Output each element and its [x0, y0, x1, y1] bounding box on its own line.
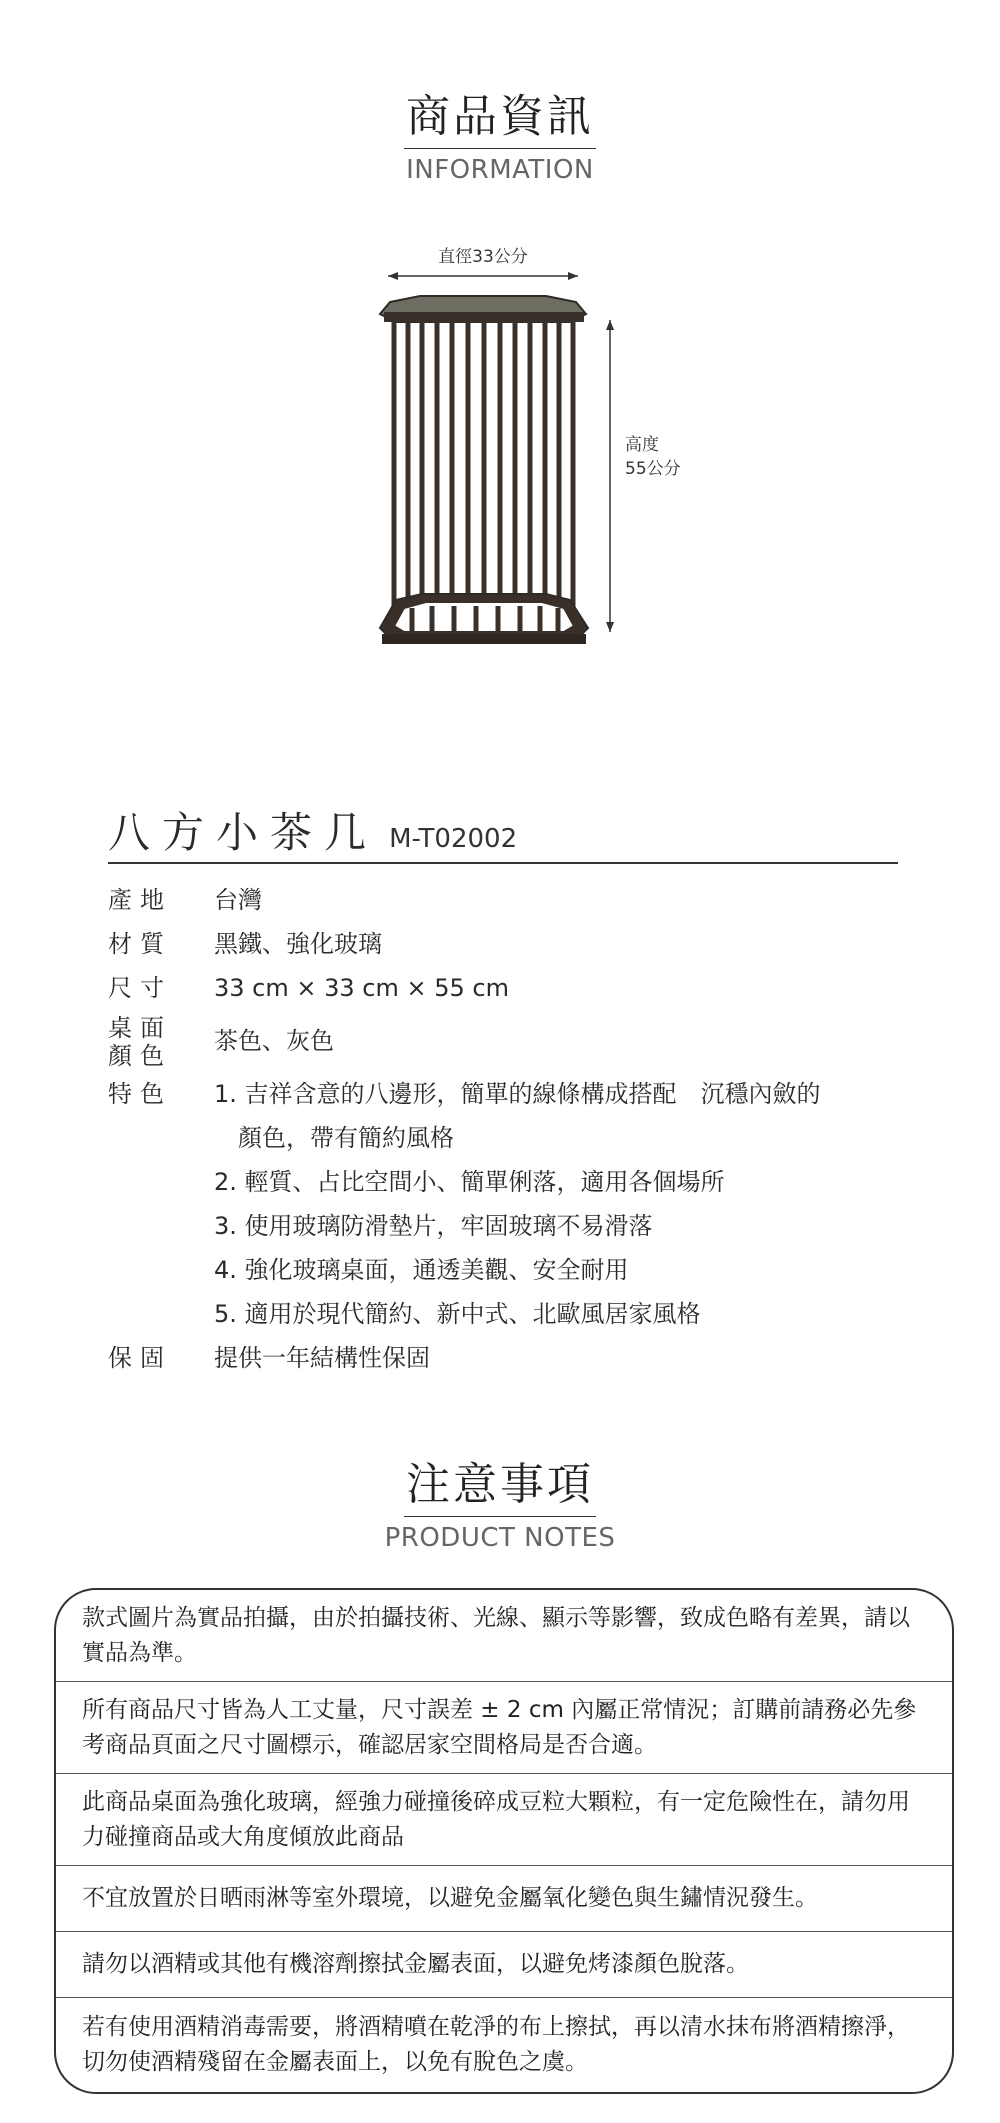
notes-box: [54, 1588, 954, 2094]
spec-label-size: 尺寸: [108, 974, 172, 1002]
feature-item: 4. 強化玻璃桌面，通透美觀、安全耐用: [214, 1256, 629, 1284]
feature-text: 1. 吉祥含意的八邊形，簡單的線條構成搭配 沉穩內斂的: [214, 1080, 821, 1108]
height-label-title: 高度: [625, 435, 659, 455]
feature-list: [214, 1072, 908, 1336]
diameter-dimension: [388, 247, 578, 280]
diameter-label: 直徑33公分: [438, 247, 528, 267]
note-item: 請勿以酒精或其他有機溶劑擦拭金屬表面，以避免烤漆顏色脫落。: [56, 1932, 952, 1998]
info-subtitle: INFORMATION: [406, 155, 594, 185]
spec-row-size: [108, 966, 908, 1010]
note-item: 若有使用酒精消毒需要，將酒精噴在乾淨的布上擦拭，再以清水抹布將酒精擦淨，切勿使酒精殘留在金屬表面上，以免有脫色之虞。: [82, 2014, 910, 2075]
product-code: M-T02002: [389, 824, 518, 854]
info-title: 商品資訊: [404, 80, 596, 149]
note-item: 不宜放置於日晒雨淋等室外環境，以避免金屬氧化變色與生鏽情況發生。: [56, 1866, 952, 1932]
spec-value-warranty: 提供一年結構性保固: [214, 1344, 430, 1372]
notes-header: [0, 1448, 1000, 1553]
spec-label-top-color-line2: 顏色: [108, 1042, 172, 1070]
product-name: 八方小茶几: [108, 808, 379, 857]
spec-row-origin: [108, 878, 908, 922]
spec-label-features: 特色: [108, 1080, 172, 1108]
spec-label-top-color-line1: 桌面: [108, 1014, 172, 1042]
feature-item: [214, 1072, 908, 1160]
spec-label-material: 材質: [108, 930, 172, 958]
feature-item: 5. 適用於現代簡約、新中式、北歐風居家風格: [214, 1300, 701, 1328]
note-item: 款式圖片為實品拍攝，由於拍攝技術、光線、顯示等影響，致成色略有差異，請以實品為準。: [56, 1590, 952, 1682]
spec-value-material: 黑鐵、強化玻璃: [214, 930, 382, 958]
note-item: 此商品桌面為強化玻璃，經強力碰撞後碎成豆粒大顆粒，有一定危險性在，請勿用力碰撞商品或大角度傾放此商品: [56, 1774, 952, 1866]
product-title: [108, 800, 898, 864]
feature-item: 3. 使用玻璃防滑墊片，牢固玻璃不易滑落: [214, 1212, 653, 1240]
spec-value-origin: 台灣: [214, 886, 262, 914]
product-illustration: [360, 240, 700, 700]
height-label-value: 55公分: [625, 459, 681, 479]
notes-title: 注意事項: [404, 1448, 596, 1517]
spec-row-warranty: [108, 1336, 908, 1380]
notes-subtitle: PRODUCT NOTES: [384, 1523, 616, 1553]
spec-value-size: 33 cm × 33 cm × 55 cm: [214, 974, 509, 1002]
height-dimension: [606, 320, 681, 632]
spec-row-material: [108, 922, 908, 966]
spec-value-top-color: 茶色、灰色: [214, 1027, 334, 1055]
spec-row-features: [108, 1072, 908, 1336]
spec-row-top-color: [108, 1010, 908, 1072]
spec-list: [108, 878, 908, 1380]
octagon-table-drawing: [380, 296, 588, 644]
note-item: 所有商品尺寸皆為人工丈量，尺寸誤差 ± 2 cm 內屬正常情況；訂購前請務必先參考商品頁面之尺寸圖標示，確認居家空間格局是否合適。: [56, 1682, 952, 1774]
info-header: [0, 80, 1000, 185]
spec-label-warranty: 保固: [108, 1344, 172, 1372]
spec-label-origin: 產地: [108, 886, 172, 914]
feature-text-continued: 顏色，帶有簡約風格: [238, 1124, 454, 1152]
spec-label-top-color: [108, 1012, 214, 1070]
feature-item: 2. 輕質、占比空間小、簡單俐落，適用各個場所: [214, 1168, 725, 1196]
